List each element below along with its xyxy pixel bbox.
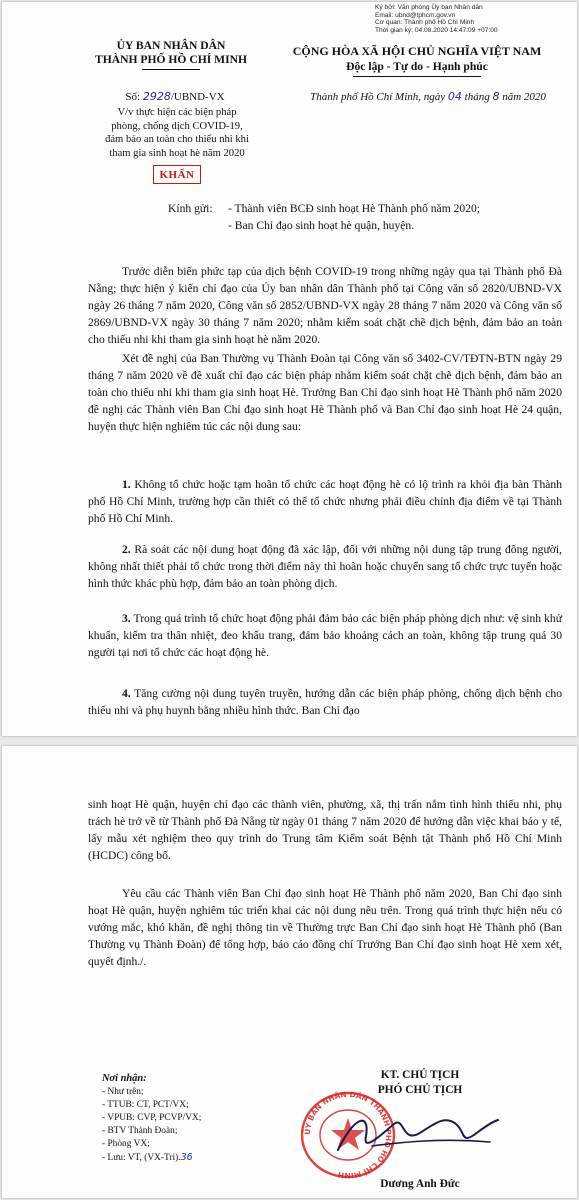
document-date [288,90,568,103]
item-number: 2. [122,543,131,556]
nation-line-1: CỘNG HÒA XÃ HỘI CHỦ NGHĨA VIỆT NAM [292,44,542,58]
receivers-title: Nơi nhận: [102,1073,147,1084]
item-text: Không tổ chức hoặc tạm hoãn tổ chức các hoạt động hè có lộ trình ra khỏi địa bàn Thành phố Hồ Chí Minh, trường hợp cần thiết có thể tổ chức nhưng phải điều chỉnh địa điểm về tại Thành phố Hồ Chí Minh. [88,478,562,525]
date-year: năm 2020 [502,91,546,103]
item-text: Trong quá trình tổ chức hoạt động phải đảm bảo các biện pháp phòng dịch như: vệ sinh khử khuẩn, kiểm tra thân nhiệt, đeo khẩu trang, đảm bảo khoảng cách an toàn, không tập trung quá 30 người tại nơi tổ chức các hoạt động hè. [88,612,562,659]
recipient-item: - Ban Chỉ đạo sinh hoạt hè quận, huyện. [228,219,415,232]
seal-text: ỦY BAN NHÂN DÂN THÀNH PHỐ HỒ CHÍ MINH [302,1090,394,1180]
date-prefix: Thành phố Hồ Chí Minh, ngày [310,91,446,103]
recipients-label: Kính gửi: [168,202,213,215]
doc-number-suffix: /UBND-VX [170,91,225,103]
receiver-text: - Lưu: VT, (VX-Tri). [102,1153,181,1163]
numbered-item-4 [88,686,562,720]
digital-signature-line: Thời gian ký: 04.08.2020 14:47:09 +07:00 [375,26,498,34]
subject-line: đảm bảo an toàn cho thiếu nhi khi [105,134,249,146]
national-motto [272,44,562,77]
urgent-stamp: KHẨN [153,165,201,184]
digital-signature-line: Email: ubnd@tphcm.gov.vn [375,11,456,19]
document-page-2 [2,746,577,1198]
item-number: 3. [122,612,131,625]
date-day-handwritten: 04 [447,90,462,103]
body-paragraph-2: Xét đề nghị của Ban Thường vụ Thành Đoàn tại Công văn số 3402-CV/TĐTN-BTN ngày 29 tháng 7 năm 2020 về đề xuất chỉ đạo các biện pháp nhằm kiểm soát chặt chẽ dịch bệnh, đảm bảo an toàn cho thiếu nhi khi tham gia sinh hoạt Hè. Trưởng Ban Chỉ đạo sinh hoạt Hè Thành phố năm 2020 đề nghị các Thành viên Ban Chỉ đạo sinh hoạt Hè Thành phố và Ban Chỉ đạo sinh hoạt Hè 24 quận, huyện thực hiện nghiêm túc các nội dung sau: [88,352,562,433]
body-paragraph-1: Trước diễn biến phức tạp của dịch bệnh COVID-19 trong những ngày qua tại Thành phố Đà Nẵng; thực hiện ý kiến chỉ đạo của Ủy ban nhân dân Thành phố tại Công văn số 2820/UBND-VX ngày 26 tháng 7 năm 2020, Công văn số 2852/UBND-VX ngày 28 tháng 7 năm 2020 và Công văn số 2869/UBND-VX ngày 30 tháng 7 năm 2020; nhằm kiểm soát chặt chẽ dịch bệnh, đảm bảo an toàn cho thiếu nhi khi tham gia sinh hoạt hè năm 2020. [88,265,562,346]
subject-line: tham gia sinh hoạt hè năm 2020 [109,147,245,159]
digital-signature-line: Cơ quan: Thành phố Hồ Chí Minh [375,19,475,27]
issuing-agency [92,39,250,70]
receiver-item: - TTUB: CT, PCT/VX; [102,1100,189,1110]
date-month-label: tháng [464,91,490,103]
receiver-item: - VPUB: CVP, PCVP/VX; [102,1113,202,1123]
item-text: Tăng cường nội dung tuyên truyền, hướng dẫn các biện pháp phòng, chống dịch bệnh cho thiếu nhi và phụ huynh bằng nhiều hình thức. Ban Chỉ đạo [88,687,562,717]
closing-paragraph: Yêu cầu các Thành viên Ban Chỉ đạo sinh hoạt Hè Thành phố năm 2020, Ban Chỉ đạo sinh hoạt Hè quận, huyện nghiêm túc triển khai các nội dung nêu trên. Trong quá trình thực hiện nếu có vướng mắc, khó khăn, đề nghị thông tin về Thường trực Ban Chỉ đạo sinh hoạt Hè Thành phố (Ban Thường vụ Thành Đoàn) để tổng hợp, báo cáo đồng chí Trưởng Ban Chỉ đạo sinh hoạt Hè xem xét, quyết định./. [88,887,562,968]
numbered-item-3 [88,611,562,662]
date-month-handwritten: 8 [492,90,500,103]
item-number: 4. [122,687,131,700]
handwritten-signature-icon [332,1102,502,1168]
numbered-item-1 [88,477,562,528]
nation-line-2: Độc lập - Tự do - Hạnh phúc [346,60,488,73]
digital-signature-line: Ký bởi: Văn phòng Ủy ban Nhân dân [375,4,483,11]
receiver-item: - BTV Thành Đoàn; [102,1126,178,1136]
numbered-item-2 [88,542,562,593]
agency-underline [142,69,200,70]
subject-line: phòng, chống dịch COVID-19, [111,120,243,132]
signature-title-line-2: PHÓ CHỦ TỊCH [377,1083,463,1096]
receiver-item: - Như trên; [102,1087,144,1097]
recipient-item: - Thành viên BCĐ sinh hoạt Hè Thành phố năm 2020; [228,202,481,215]
subject-line: V/v thực hiện các biện pháp [117,107,237,118]
item-number: 1. [122,478,131,491]
receiver-item [102,1152,193,1163]
doc-number-prefix: Số: [125,91,141,103]
document-number [100,90,250,103]
receiver-handwritten-note: 36 [180,1152,193,1163]
document-subject [94,106,260,160]
signature-title-line-1: KT. CHỦ TỊCH [380,1069,460,1081]
signer-name: Dương Anh Đức [380,1178,460,1190]
doc-number-handwritten: 2928 [142,90,171,103]
receiver-item: - Phòng VX; [102,1139,150,1149]
document-page-1 [2,2,577,736]
agency-line-1: ỦY BAN NHÂN DÂN [116,39,226,52]
item-text: Rà soát các nội dung hoạt động đã xác lập, đối với những nội dung tập trung đông người, không nhất thiết phải tổ chức trong thời điểm này thì hoãn hoặc chuyển sang tổ chức trực tuyến hoặc hình thức khác phù hợp, đảm bảo an toàn phòng dịch. [88,543,562,590]
agency-line-2: THÀNH PHỐ HỒ CHÍ MINH [94,53,247,66]
body-continuation-paragraph: sinh hoạt Hè quận, huyện chỉ đạo các thành viên, phường, xã, thị trấn nắm tình hình thiếu nhi, phụ trách hè trở về từ Thành phố Đà Nẵng từ ngày 01 tháng 7 năm 2020 để hướng dẫn việc khai báo y tế, lấy mẫu xét nghiệm theo quy trình do Trung tâm Kiểm soát Bệnh tật Thành phố Hồ Chí Minh (HCDC) công bố. [88,798,562,862]
digital-signature-info [375,4,571,34]
nation-underline [353,76,481,77]
